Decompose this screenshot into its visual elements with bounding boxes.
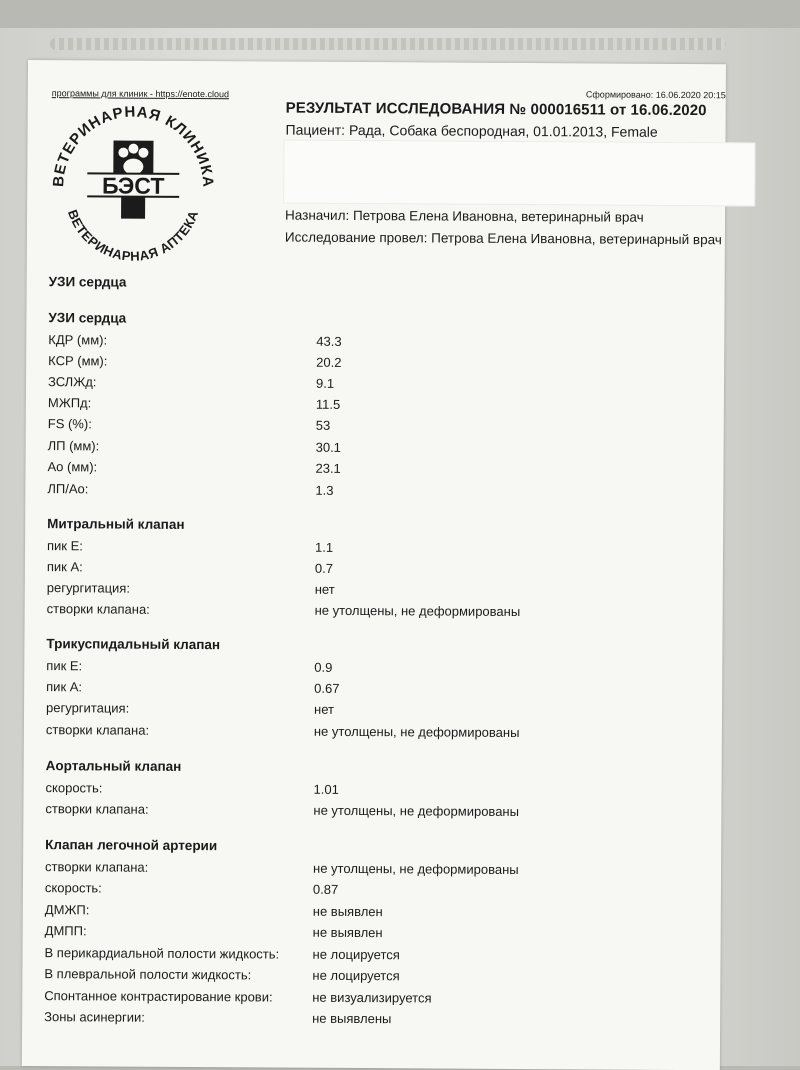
result-value: не выявлены <box>312 1010 392 1027</box>
result-label: Ао (мм): <box>47 459 98 475</box>
result-value: 1.1 <box>314 539 334 555</box>
result-row <box>45 923 705 945</box>
result-row <box>45 859 705 881</box>
result-label: створки клапана: <box>45 801 149 817</box>
result-value: 23.1 <box>315 460 341 476</box>
result-label: створки клапана: <box>45 722 150 738</box>
result-row <box>48 438 708 460</box>
result-value: не утолщены, не деформированы <box>313 860 519 878</box>
result-row <box>45 780 705 802</box>
result-value: 30.1 <box>315 439 341 455</box>
result-value: 20.2 <box>316 354 342 370</box>
result-value: не выявлен <box>312 924 383 941</box>
result-row <box>45 880 705 902</box>
result-label: регургитация: <box>45 700 130 716</box>
result-value: 53 <box>315 417 331 433</box>
result-label: ЛП/Ао: <box>47 481 89 497</box>
result-value: 1.3 <box>315 482 334 498</box>
result-row <box>48 395 708 417</box>
result-label: пик Е: <box>46 538 83 554</box>
generated-timestamp: Сформировано: 16.06.2020 20:15 <box>585 89 726 101</box>
result-value: нет <box>313 701 335 717</box>
logo-arc-top: ВЕТЕРИНАРНАЯ КЛИНИКА <box>50 103 217 189</box>
result-label: пик А: <box>46 679 83 695</box>
result-label: ДМПП: <box>44 923 87 939</box>
result-row <box>47 538 707 560</box>
software-link[interactable]: программы для клиник - https://enote.cloud <box>51 88 230 100</box>
result-label: пик А: <box>46 559 83 575</box>
section-title: Аортальный клапан <box>45 758 182 774</box>
result-label: Зоны асинергии: <box>44 1009 145 1025</box>
result-value: не выявлен <box>312 903 383 920</box>
result-label: ЛП (мм): <box>47 438 100 454</box>
result-row <box>48 374 708 396</box>
section-title: УЗИ сердца <box>48 310 127 326</box>
result-value: не лоцируется <box>312 946 400 963</box>
redacted-area <box>283 140 755 207</box>
result-value: не утолщены, не деформированы <box>313 723 520 741</box>
result-row <box>44 945 704 967</box>
result-value: не утолщены, не деформированы <box>314 602 521 620</box>
report-title: РЕЗУЛЬТАТ ИССЛЕДОВАНИЯ № 000016511 от 16.06.2020 <box>285 99 707 120</box>
result-label: пик Е: <box>46 658 83 674</box>
sleeve-zip-strip <box>50 38 726 50</box>
result-label: МЖПд: <box>47 395 92 411</box>
section-title: Трикуспидальный клапан <box>46 636 221 653</box>
logo-arc-bottom: ВЕТЕРИНАРНАЯ АПТЕКА <box>64 207 202 264</box>
performed-by: Исследование провел: Петрова Елена Ивановна, ветеринарный врач <box>284 229 722 248</box>
section-title: Митральный клапан <box>47 516 185 532</box>
result-row <box>45 902 705 924</box>
result-row <box>48 332 708 354</box>
result-value: нет <box>314 581 335 597</box>
result-row <box>46 658 706 680</box>
result-value: 43.3 <box>316 333 342 349</box>
result-row <box>47 601 707 623</box>
prescribed-by: Назначил: Петрова Елена Ивановна, ветеринарный врач <box>285 207 644 225</box>
result-label: Спонтанное контрастирование крови: <box>44 988 273 1005</box>
result-row <box>46 700 706 722</box>
result-label: регургитация: <box>46 580 131 596</box>
result-row <box>44 1009 704 1031</box>
result-row <box>48 353 708 375</box>
result-value: 0.9 <box>314 659 333 675</box>
result-label: створки клапана: <box>46 601 150 617</box>
result-row <box>47 481 707 503</box>
result-label: ЗСЛЖд: <box>47 374 97 390</box>
result-label: КДР (мм): <box>48 332 108 348</box>
report-page <box>22 60 726 1070</box>
result-value: не визуализируется <box>312 989 432 1006</box>
result-value: 11.5 <box>315 396 341 412</box>
result-value: 0.67 <box>314 680 340 696</box>
result-row <box>46 722 706 744</box>
logo-brand: БЭСТ <box>101 172 165 199</box>
result-label: скорость: <box>45 780 103 796</box>
result-value: 1.01 <box>313 781 339 797</box>
result-row <box>48 416 708 438</box>
result-row <box>47 580 707 602</box>
clinic-logo <box>47 94 220 267</box>
result-row <box>47 559 707 581</box>
result-value: не лоцируется <box>312 967 400 984</box>
result-row <box>44 966 704 988</box>
result-value: не утолщены, не деформированы <box>313 802 520 820</box>
result-label: скорость: <box>44 880 102 896</box>
result-row <box>45 801 705 823</box>
patient-info: Пациент: Рада, Собака беспородная, 01.01.2013, Female <box>285 121 658 140</box>
section-title: Клапан легочной артерии <box>45 837 218 854</box>
result-value: 0.87 <box>312 881 339 897</box>
result-value: 9.1 <box>315 375 335 391</box>
result-value: 0.7 <box>314 560 334 576</box>
result-label: В плевральной полости жидкость: <box>44 966 252 983</box>
result-label: створки клапана: <box>45 859 149 875</box>
result-row <box>44 988 704 1010</box>
result-label: В перикардиальной полости жидкость: <box>44 945 280 962</box>
result-label: КСР (мм): <box>48 353 108 369</box>
exam-title: УЗИ сердца <box>48 274 127 290</box>
result-row <box>47 459 707 481</box>
result-label: FS (%): <box>47 416 92 432</box>
result-label: ДМЖП: <box>44 902 90 918</box>
result-row <box>46 679 706 701</box>
